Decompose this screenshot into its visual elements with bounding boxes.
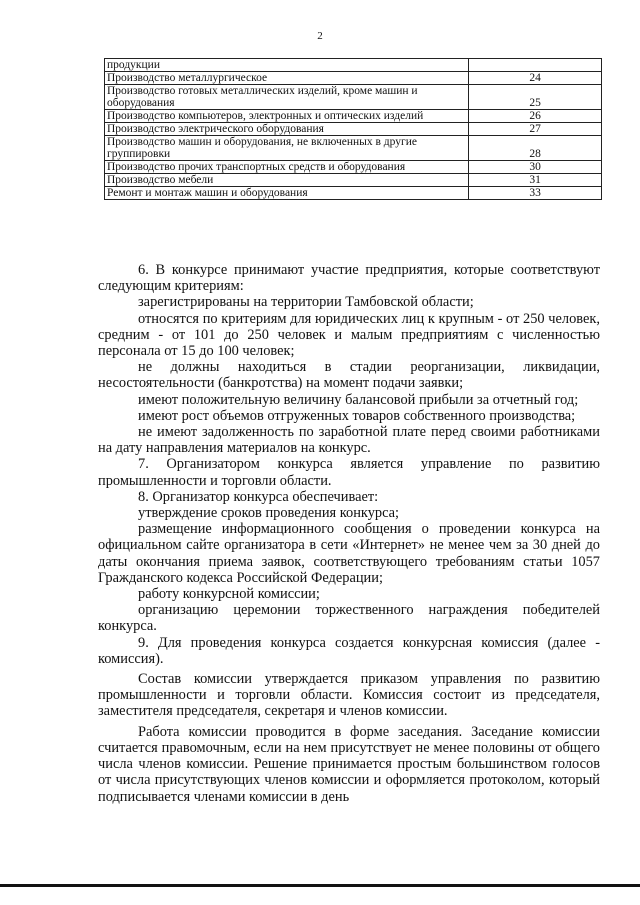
document-body bbox=[98, 262, 600, 805]
industry-code: 30 bbox=[469, 161, 602, 174]
organizer-duty-publish: размещение информационного сообщения о проведении конкурса на официальном сайте организатора в сети «Интернет» не менее чем за 30 дней до даты окончания приема заявок, соответствующего требованиям статьи 1057 Гражданского кодекса Российской Федерации; bbox=[98, 521, 600, 586]
organizer-duty-ceremony: организацию церемонии торжественного награждения победителей конкурса. bbox=[98, 602, 600, 635]
industry-name: Производство прочих транспортных средств и оборудования bbox=[105, 161, 469, 174]
table-row bbox=[105, 123, 602, 136]
table-row bbox=[105, 72, 602, 85]
industry-code: 31 bbox=[469, 174, 602, 187]
industry-name: продукции bbox=[105, 59, 469, 72]
criterion-not-reorganized: не должны находиться в стадии реорганизации, ликвидации, несостоятельности (банкротства) на момент подачи заявки; bbox=[98, 359, 600, 392]
table-row bbox=[105, 161, 602, 174]
table-row bbox=[105, 85, 602, 110]
criterion-registered: зарегистрированы на территории Тамбовской области; bbox=[138, 294, 474, 311]
table-row bbox=[105, 110, 602, 123]
industry-code: 25 bbox=[469, 85, 602, 110]
paragraph-8: 8. Организатор конкурса обеспечивает: bbox=[138, 488, 379, 505]
industry-name: Ремонт и монтаж машин и оборудования bbox=[105, 187, 469, 200]
industry-code bbox=[469, 59, 602, 72]
page-bottom-rule bbox=[0, 884, 640, 887]
criterion-no-debt: не имеют задолженность по заработной плате перед своими работниками на дату направления материалов на конкурс. bbox=[98, 424, 600, 457]
criterion-size: относятся по критериям для юридических лиц к крупным - от 250 человек, средним - от 101 до 250 человек и малым предприятиям с численностью персонала от 15 до 100 человек; bbox=[98, 310, 600, 360]
industry-name: Производство машин и оборудования, не включенных в другие группировки bbox=[105, 136, 469, 161]
page-number: 2 bbox=[317, 30, 323, 42]
organizer-duty-commission: работу конкурсной комиссии; bbox=[138, 586, 320, 603]
industry-table bbox=[104, 58, 602, 200]
table-row bbox=[105, 187, 602, 200]
industry-name: Производство металлургическое bbox=[105, 72, 469, 85]
industry-code: 33 bbox=[469, 187, 602, 200]
paragraph-meeting: Работа комиссии проводится в форме заседания. Заседание комиссии считается правомочным, если на нем присутствует не менее половины от общего числа членов комиссии. Решение принимается простым большинством голосов от числа присутствующих членов комиссии и оформляется протоколом, который подписывается членами комиссии в день bbox=[98, 723, 600, 805]
industry-code: 24 bbox=[469, 72, 602, 85]
paragraph-7: 7. Организатором конкурса является управление по развитию промышленности и торговли области. bbox=[98, 456, 600, 489]
paragraph-composition: Состав комиссии утверждается приказом управления по развитию промышленности и торговли области. Комиссия состоит из председателя, заместителя председателя, секретаря и членов комиссии. bbox=[98, 671, 600, 720]
paragraph-9: 9. Для проведения конкурса создается конкурсная комиссия (далее - комиссия). bbox=[98, 634, 600, 667]
industry-name: Производство готовых металлических изделий, кроме машин и оборудования bbox=[105, 85, 469, 110]
criterion-profit: имеют положительную величину балансовой прибыли за отчетный год; bbox=[138, 391, 579, 408]
industry-name: Производство мебели bbox=[105, 174, 469, 187]
industry-code: 26 bbox=[469, 110, 602, 123]
industry-name: Производство компьютеров, электронных и оптических изделий bbox=[105, 110, 469, 123]
table-row bbox=[105, 174, 602, 187]
organizer-duty-dates: утверждение сроков проведения конкурса; bbox=[138, 505, 400, 522]
paragraph-6: 6. В конкурсе принимают участие предприятия, которые соответствуют следующим критериям: bbox=[98, 262, 600, 295]
criterion-growth: имеют рост объемов отгруженных товаров собственного производства; bbox=[138, 407, 576, 424]
table-row bbox=[105, 59, 602, 72]
industry-code: 27 bbox=[469, 123, 602, 136]
industry-name: Производство электрического оборудования bbox=[105, 123, 469, 136]
table-row bbox=[105, 136, 602, 161]
industry-code: 28 bbox=[469, 136, 602, 161]
